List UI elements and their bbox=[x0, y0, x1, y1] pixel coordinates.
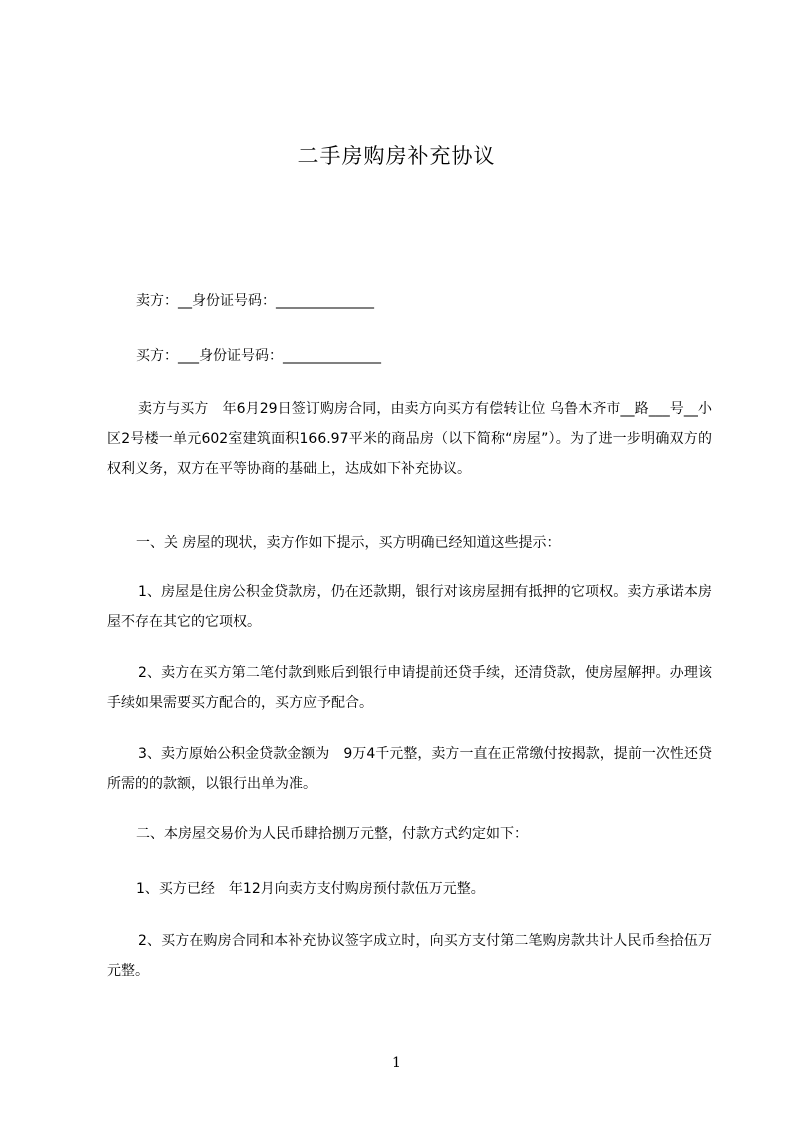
section2-heading: 二、本房屋交易价为人民币肆拾捌万元整，付款方式约定如下： bbox=[136, 826, 528, 842]
seller-line: 卖方：__身份证号码：______________ bbox=[136, 293, 374, 309]
section2-item1: 1、买方已经 年12月向卖方支付购房预付款伍万元整。 bbox=[136, 881, 485, 897]
buyer-line: 买方：___身份证号码：______________ bbox=[136, 348, 381, 364]
page-number: 1 bbox=[392, 1055, 401, 1071]
document-title: 二手房购房补充协议 bbox=[297, 144, 496, 168]
intro-paragraph: 卖方与买方 年6月29日签订购房合同，由卖方向买方有偿转让位 乌鲁木齐市__路___号__小区2号楼一单元602室建筑面积166.97平米的商品房（以下简称“房屋”）。为了进一步明确双方的权利义务，双方在平等协商的基础上，达成如下补充协议。 bbox=[107, 401, 712, 477]
section2-item2: 2、买方在购房合同和本补充协议签字成立时，向买方支付第二笔购房款共计人民币叁拾伍万元整。 bbox=[107, 933, 712, 979]
section1-item1: 1、房屋是住房公积金贷款房，仍在还款期，银行对该房屋拥有抵押的它项权。卖方承诺本房屋不存在其它的它项权。 bbox=[107, 584, 712, 630]
section1-item2: 2、卖方在买方第二笔付款到账后到银行申请提前还贷手续，还清贷款，使房屋解押。办理该手续如果需要买方配合的，买方应予配合。 bbox=[107, 665, 712, 711]
section1-item3: 3、卖方原始公积金贷款金额为 9万4千元整，卖方一直在正常缴付按揭款，提前一次性还贷所需的的款额，以银行出单为准。 bbox=[107, 746, 712, 792]
section1-heading: 一、关 房屋的现状，卖方作如下提示，买方明确已经知道这些提示： bbox=[136, 535, 561, 551]
